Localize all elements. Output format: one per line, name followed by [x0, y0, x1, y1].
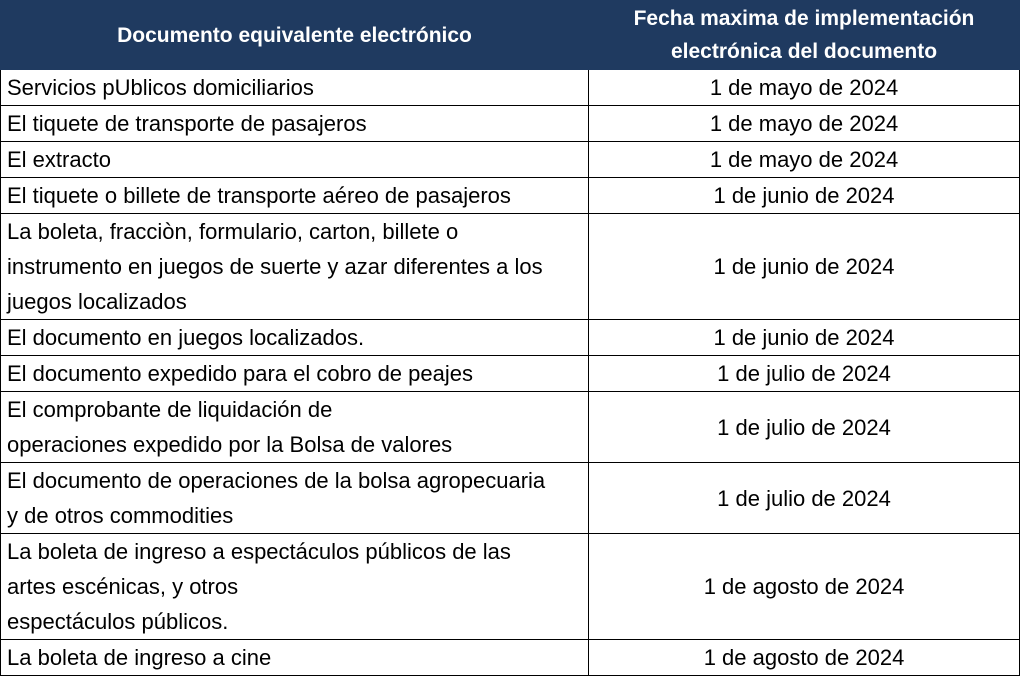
document-cell: El tiquete o billete de transporte aéreo de pasajeros: [1, 178, 589, 214]
document-cell: El tiquete de transporte de pasajeros: [1, 106, 589, 142]
date-cell: 1 de mayo de 2024: [589, 70, 1020, 106]
date-cell: 1 de junio de 2024: [589, 214, 1020, 320]
document-cell: Servicios pUblicos domiciliarios: [1, 70, 589, 106]
table-row: [1, 142, 1020, 178]
date-cell: 1 de junio de 2024: [589, 178, 1020, 214]
table-row: [1, 640, 1020, 676]
date-cell: 1 de mayo de 2024: [589, 106, 1020, 142]
table-row: [1, 392, 1020, 463]
table-row: [1, 70, 1020, 106]
table-row: [1, 356, 1020, 392]
header-row: [1, 1, 1020, 70]
table-row: [1, 534, 1020, 640]
date-cell: 1 de julio de 2024: [589, 392, 1020, 463]
table-row: [1, 106, 1020, 142]
document-cell: El documento expedido para el cobro de peajes: [1, 356, 589, 392]
document-cell: El documento de operaciones de la bolsa agropecuaria y de otros commodities: [1, 463, 589, 534]
table-row: [1, 463, 1020, 534]
date-cell: 1 de mayo de 2024: [589, 142, 1020, 178]
date-cell: 1 de agosto de 2024: [589, 640, 1020, 676]
document-cell: El extracto: [1, 142, 589, 178]
document-cell: La boleta de ingreso a cine: [1, 640, 589, 676]
header-date: Fecha maxima de implementación electrónica del documento: [589, 1, 1020, 70]
table-row: [1, 178, 1020, 214]
table-row: [1, 320, 1020, 356]
date-cell: 1 de julio de 2024: [589, 356, 1020, 392]
table-row: [1, 214, 1020, 320]
document-cell: La boleta, fracciòn, formulario, carton, billete o instrumento en juegos de suerte y azar diferentes a los juegos localizados: [1, 214, 589, 320]
date-cell: 1 de junio de 2024: [589, 320, 1020, 356]
date-cell: 1 de julio de 2024: [589, 463, 1020, 534]
document-cell: El comprobante de liquidación de operaciones expedido por la Bolsa de valores: [1, 392, 589, 463]
document-cell: La boleta de ingreso a espectáculos públicos de las artes escénicas, y otros espectáculos públicos.: [1, 534, 589, 640]
header-document: Documento equivalente electrónico: [1, 1, 589, 70]
document-cell: El documento en juegos localizados.: [1, 320, 589, 356]
date-cell: 1 de agosto de 2024: [589, 534, 1020, 640]
